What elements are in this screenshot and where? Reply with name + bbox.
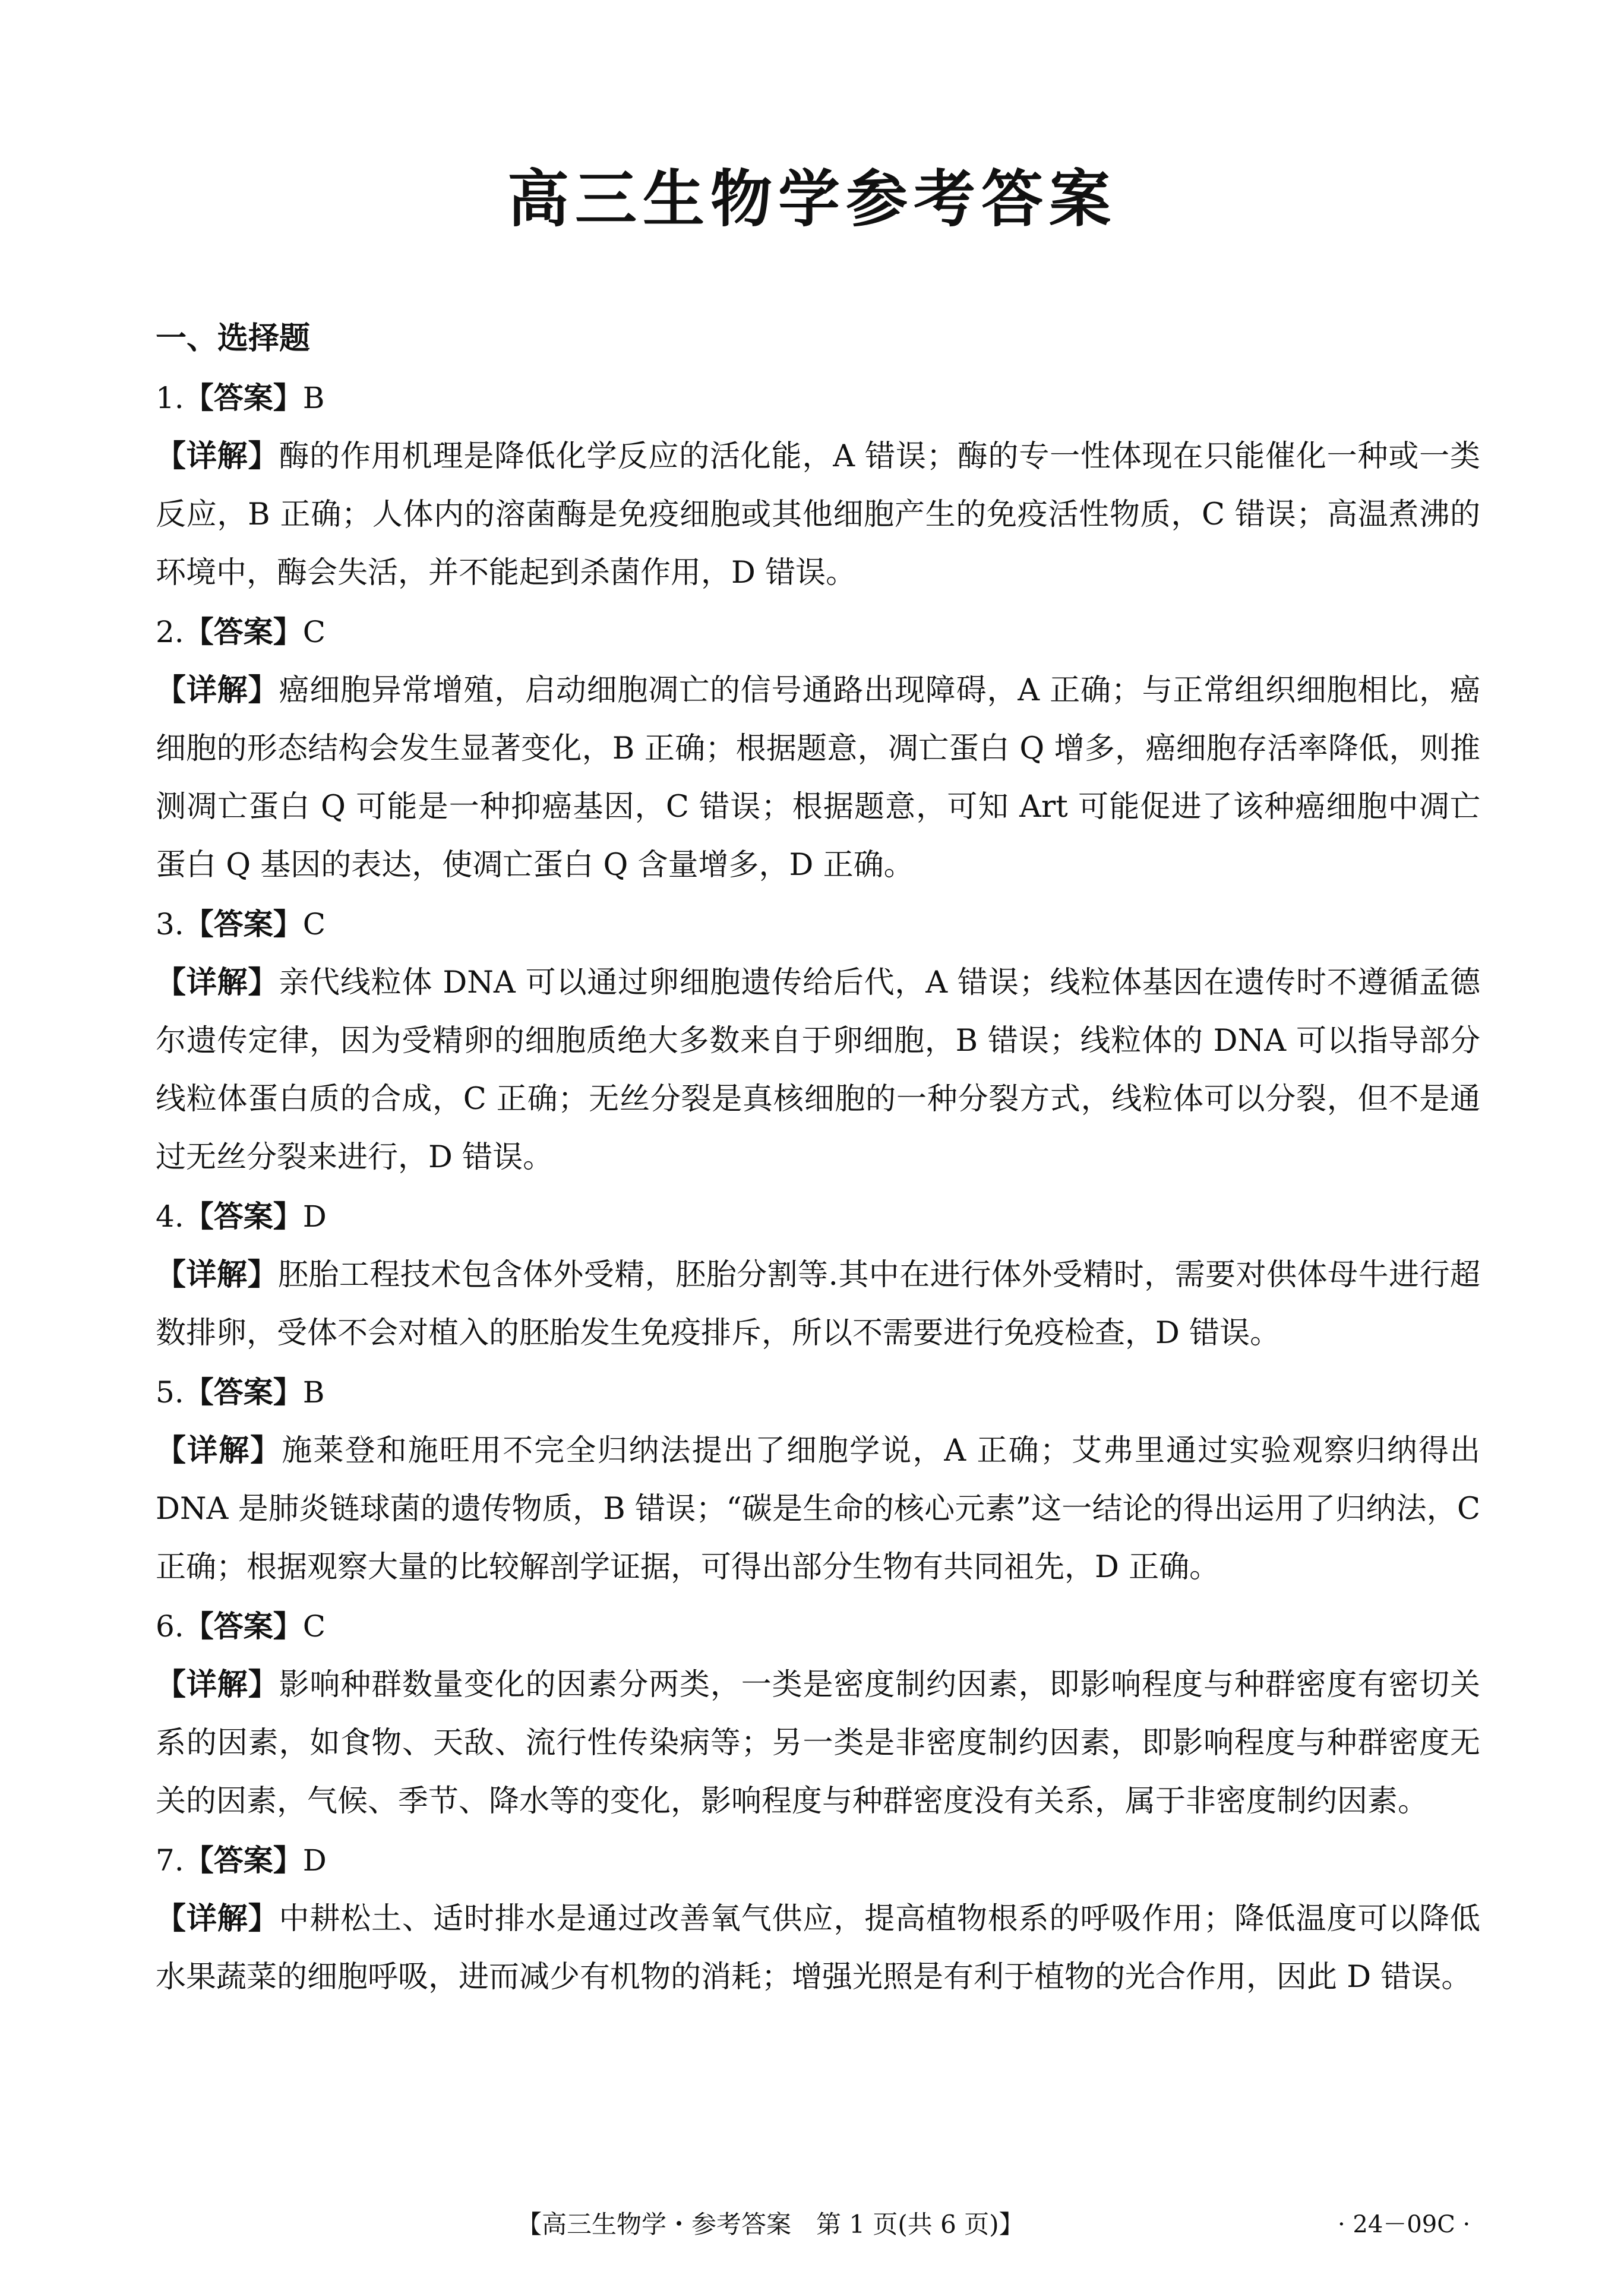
answer-line-6 <box>156 1597 1480 1656</box>
answer-line-5 <box>156 1363 1480 1422</box>
explanation-4 <box>156 1246 1480 1363</box>
explanation-text: 胚胎工程技术包含体外受精，胚胎分割等.其中在进行体外受精时，需要对供体母牛进行超数排卵，受体不会对植入的胚胎发生免疫排斥，所以不需要进行免疫检查，D 错误。 <box>156 1258 1480 1351</box>
answer-value: C <box>302 615 326 649</box>
explanation-text: 中耕松土、适时排水是通过改善氧气供应，提高植物根系的呼吸作用；降低温度可以降低水果蔬菜的细胞呼吸，进而减少有机物的消耗；增强光照是有利于植物的光合作用，因此 D 错误。 <box>156 1901 1480 1995</box>
explanation-3 <box>156 954 1480 1187</box>
explanation-2 <box>156 662 1480 895</box>
detail-tag: 【详解】 <box>156 1667 279 1702</box>
explanation-text: 施莱登和施旺用不完全归纳法提出了细胞学说，A 正确；艾弗里通过实验观察归纳得出 DNA 是肺炎链球菌的遗传物质，B 错误；“碳是生命的核心元素”这一结论的得出运用了归纳法，C 正确；根据观察大量的比较解剖学证据，可得出部分生物有共同祖先，D 正确。 <box>156 1433 1480 1585</box>
answer-line-3 <box>156 895 1480 954</box>
answer-tag: 【答案】 <box>184 1843 303 1878</box>
answer-line-7 <box>156 1831 1480 1890</box>
explanation-text: 酶的作用机理是降低化学反应的活化能，A 错误；酶的专一性体现在只能催化一种或一类反应，B 正确；人体内的溶菌酶是免疫细胞或其他细胞产生的免疫活性物质，C 错误；高温煮沸的环境中，酶会失活，并不能起到杀菌作用，D 错误。 <box>156 439 1480 590</box>
footer-doc-code: · 24－09C · <box>1338 2211 1471 2238</box>
section-heading: 一、选择题 <box>156 321 311 356</box>
explanation-5 <box>156 1422 1480 1597</box>
answer-tag: 【答案】 <box>184 1609 303 1644</box>
answer-value: B <box>302 1375 325 1410</box>
detail-tag: 【详解】 <box>156 965 279 1000</box>
answer-value: D <box>302 1199 327 1234</box>
answer-value: B <box>302 381 325 415</box>
question-number: 3. <box>156 907 184 942</box>
answer-tag: 【答案】 <box>184 907 303 942</box>
detail-tag: 【详解】 <box>156 1258 278 1293</box>
explanation-7 <box>156 1890 1480 2007</box>
explanation-text: 癌细胞异常增殖，启动细胞凋亡的信号通路出现障碍，A 正确；与正常组织细胞相比，癌细胞的形态结构会发生显著变化，B 正确；根据题意，凋亡蛋白 Q 增多，癌细胞存活率降低，则推测凋亡蛋白 Q 可能是一种抑癌基因，C 错误；根据题意，可知 Art 可能促进了该种癌细胞中凋亡蛋白 Q 基因的表达，使凋亡蛋白 Q 含量增多，D 正确。 <box>156 673 1480 883</box>
detail-tag: 【详解】 <box>156 673 279 708</box>
answer-value: C <box>302 1609 326 1644</box>
explanation-6 <box>156 1656 1480 1831</box>
answer-tag: 【答案】 <box>184 381 303 415</box>
answer-value: D <box>302 1843 327 1878</box>
answer-content <box>156 309 1480 2007</box>
answer-line-4 <box>156 1187 1480 1246</box>
answer-tag: 【答案】 <box>184 1375 303 1410</box>
page-footer <box>0 2207 1624 2242</box>
answer-line-1 <box>156 368 1480 428</box>
explanation-text: 影响种群数量变化的因素分两类，一类是密度制约因素，即影响程度与种群密度有密切关系的因素，如食物、天敌、流行性传染病等；另一类是非密度制约因素，即影响程度与种群密度无关的因素，气候、季节、降水等的变化，影响程度与种群密度没有关系，属于非密度制约因素。 <box>156 1667 1480 1819</box>
question-number: 1. <box>156 381 184 415</box>
question-number: 2. <box>156 615 184 649</box>
detail-tag: 【详解】 <box>156 1433 282 1468</box>
question-number: 7. <box>156 1843 184 1878</box>
question-number: 6. <box>156 1609 184 1644</box>
answer-value: C <box>302 907 326 942</box>
answer-tag: 【答案】 <box>184 1199 303 1234</box>
page-title: 高三生物学参考答案 <box>507 163 1117 235</box>
explanation-text: 亲代线粒体 DNA 可以通过卵细胞遗传给后代，A 错误；线粒体基因在遗传时不遵循孟德尔遗传定律，因为受精卵的细胞质绝大多数来自于卵细胞，B 错误；线粒体的 DNA 可以指导部分线粒体蛋白质的合成，C 正确；无丝分裂是真核细胞的一种分裂方式，线粒体可以分裂，但不是通过无丝分裂来进行，D 错误。 <box>156 965 1480 1175</box>
detail-tag: 【详解】 <box>156 1901 279 1936</box>
footer-page-label: 【高三生物学・参考答案 第 1 页(共 6 页)】 <box>517 2210 1024 2239</box>
answer-tag: 【答案】 <box>184 615 303 649</box>
explanation-1 <box>156 428 1480 602</box>
detail-tag: 【详解】 <box>156 439 279 474</box>
question-number: 5. <box>156 1375 184 1410</box>
answer-line-2 <box>156 602 1480 662</box>
question-number: 4. <box>156 1199 184 1234</box>
